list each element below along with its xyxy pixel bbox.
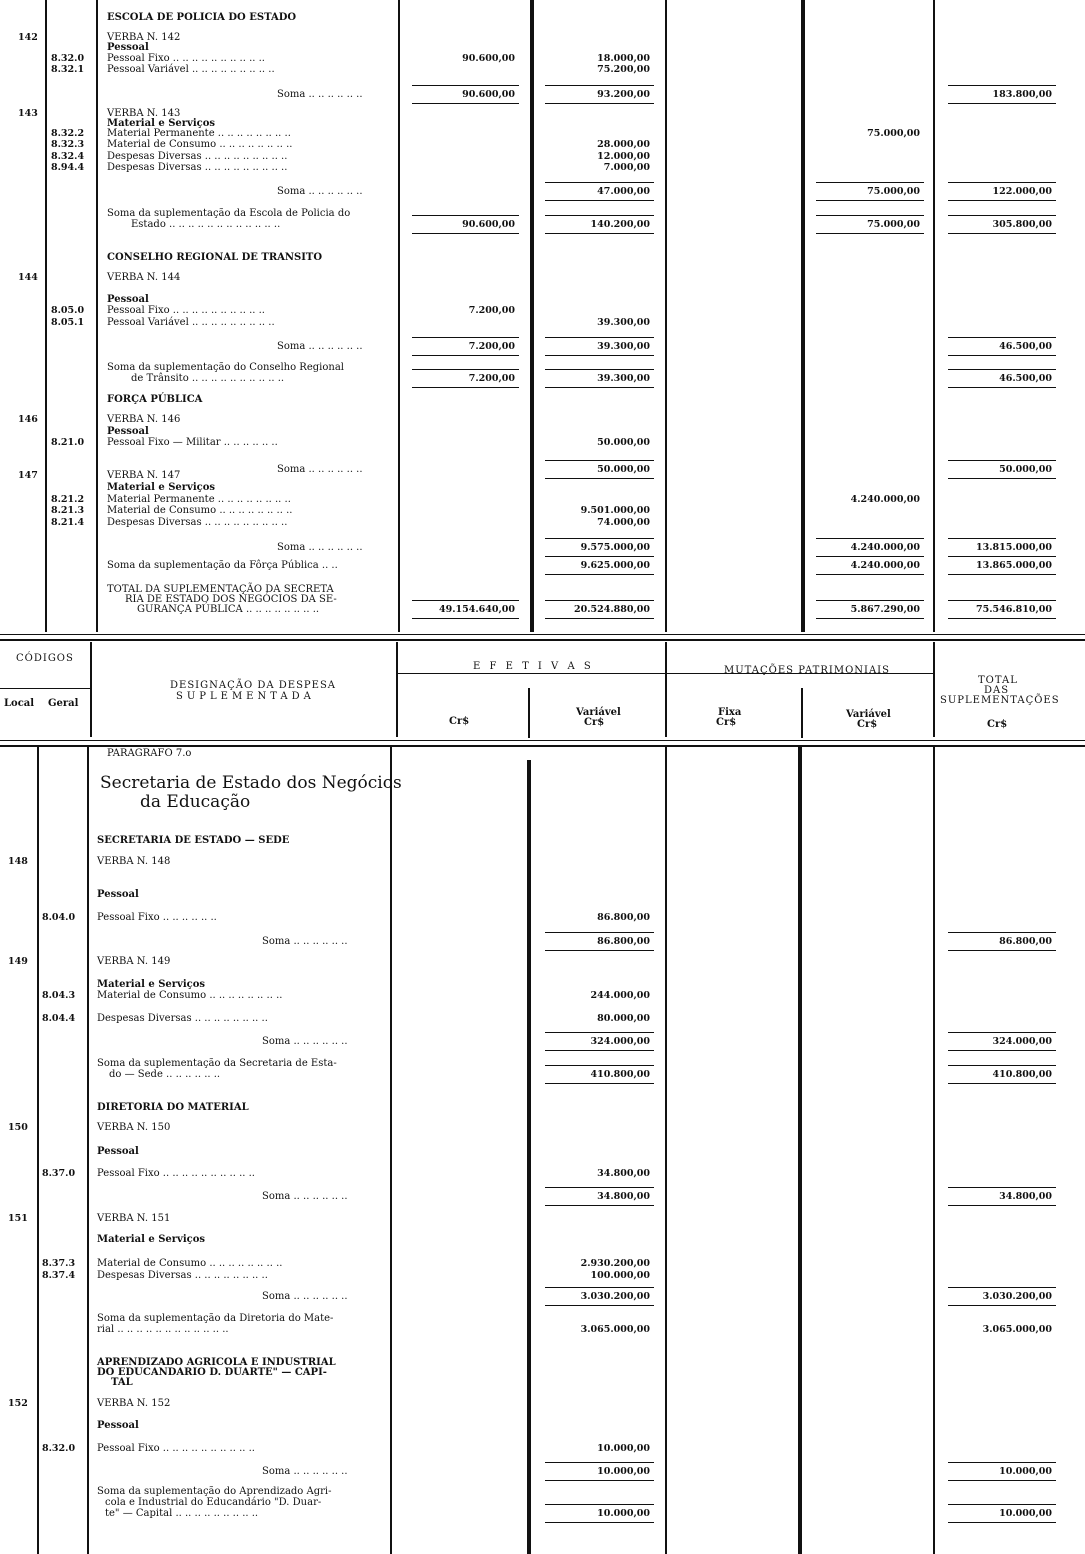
geral-code: 8.05.1 <box>51 317 85 328</box>
sum-rule <box>948 950 1056 951</box>
header-total-currency: Cr$ <box>987 719 1008 730</box>
sum-rule <box>816 200 924 201</box>
value-ev: 100.000,00 <box>590 1270 650 1281</box>
row-description: Soma .. .. .. .. .. .. <box>262 936 348 947</box>
row-description: Material e Serviços <box>107 118 216 129</box>
column-rule <box>87 745 89 1554</box>
sum-rule <box>412 387 519 388</box>
value-mv: 75.000,00 <box>867 128 920 139</box>
value-ev: 20.524.880,00 <box>573 604 650 615</box>
header-total-3: SUPLEMENTAÇÕES <box>940 695 1060 706</box>
sum-rule <box>948 460 1056 461</box>
value-total: 3.030.200,00 <box>982 1291 1052 1302</box>
sum-rule <box>948 85 1056 86</box>
value-ef: 90.600,00 <box>462 219 515 230</box>
sum-rule <box>948 1480 1056 1481</box>
sum-rule <box>545 574 654 575</box>
value-total: 50.000,00 <box>999 464 1052 475</box>
value-mv: 75.000,00 <box>867 186 920 197</box>
row-description: TAL <box>111 1377 133 1388</box>
sum-rule <box>816 556 924 557</box>
row-description: Soma da suplementação da Secretaria de Esta- <box>97 1058 337 1069</box>
row-description: Despesas Diversas .. .. .. .. .. .. .. .. <box>97 1013 268 1024</box>
geral-code: 8.21.3 <box>51 505 85 516</box>
row-description: Soma da suplementação da Escola de Policia do <box>107 208 351 219</box>
value-ev: 9.575.000,00 <box>580 542 650 553</box>
value-ev: 10.000,00 <box>597 1443 650 1454</box>
row-description: cola e Industrial do Educandário "D. Duar- <box>105 1497 322 1508</box>
sum-rule <box>948 233 1056 234</box>
header-bottom-rule <box>0 740 1085 747</box>
row-description: Pessoal Fixo — Militar .. .. .. .. .. .. <box>107 437 278 448</box>
value-total: 46.500,00 <box>999 373 1052 384</box>
sum-rule <box>948 215 1056 216</box>
geral-code: 8.04.0 <box>42 912 76 923</box>
column-rule <box>527 760 531 1554</box>
column-rule <box>37 745 39 1554</box>
row-description: Pessoal <box>97 1146 139 1157</box>
sum-rule <box>545 200 654 201</box>
value-ev: 9.625.000,00 <box>580 560 650 571</box>
row-description: FORÇA PÚBLICA <box>107 394 203 405</box>
value-ev: 39.300,00 <box>597 341 650 352</box>
value-total: 46.500,00 <box>999 341 1052 352</box>
geral-code: 8.04.4 <box>42 1013 76 1024</box>
column-rule <box>396 642 398 737</box>
sum-rule <box>545 233 654 234</box>
sum-rule <box>948 618 1056 619</box>
sum-rule <box>948 355 1056 356</box>
sum-rule <box>948 1187 1056 1188</box>
geral-code: 8.04.3 <box>42 990 76 1001</box>
row-description: Pessoal <box>97 1420 139 1431</box>
row-description: SECRETARIA DE ESTADO — SEDE <box>97 835 290 846</box>
row-description: DO EDUCANDARIO D. DUARTE" — CAPI- <box>97 1367 327 1378</box>
row-description: CONSELHO REGIONAL DE TRANSITO <box>107 252 323 263</box>
row-description: Despesas Diversas .. .. .. .. .. .. .. .. <box>97 1270 268 1281</box>
row-description: Pessoal <box>107 294 149 305</box>
value-ev: 12.000,00 <box>597 151 650 162</box>
geral-code: 8.37.0 <box>42 1168 76 1179</box>
sum-rule <box>948 387 1056 388</box>
row-description: te" — Capital .. .. .. .. .. .. .. .. .. <box>105 1508 259 1519</box>
sum-rule <box>412 355 519 356</box>
sum-rule <box>948 1065 1056 1066</box>
value-total: 10.000,00 <box>999 1508 1052 1519</box>
row-description: Despesas Diversas .. .. .. .. .. .. .. .. .. <box>107 151 288 162</box>
value-ev: 86.800,00 <box>597 912 650 923</box>
sum-rule <box>545 1480 654 1481</box>
row-description: VERBA N. 150 <box>97 1122 171 1133</box>
value-total: 122.000,00 <box>992 186 1052 197</box>
sum-rule <box>545 950 654 951</box>
geral-code: 8.37.3 <box>42 1258 76 1269</box>
sum-rule <box>545 1205 654 1206</box>
geral-code: 8.21.2 <box>51 494 85 505</box>
row-description: Material de Consumo .. .. .. .. .. .. .. .. <box>97 990 283 1001</box>
row-description: Pessoal Fixo .. .. .. .. .. .. .. .. .. .. <box>97 1168 255 1179</box>
local-code: 142 <box>18 32 38 43</box>
row-description: Pessoal <box>97 889 139 900</box>
value-ev: 10.000,00 <box>597 1508 650 1519</box>
sum-rule <box>412 618 519 619</box>
row-description: PARAGRAFO 7.o <box>107 748 192 759</box>
sum-rule <box>545 1504 654 1505</box>
geral-code: 8.32.4 <box>51 151 85 162</box>
sum-rule <box>948 1462 1056 1463</box>
row-description: rial .. .. .. .. .. .. .. .. .. .. .. .. <box>97 1324 229 1335</box>
header-total-1: TOTAL <box>978 675 1018 686</box>
value-ef: 7.200,00 <box>468 373 515 384</box>
sum-rule <box>816 538 924 539</box>
header-mut-variavel-currency: Cr$ <box>857 719 878 730</box>
value-ev: 50.000,00 <box>597 437 650 448</box>
local-code: 143 <box>18 108 38 119</box>
row-description: VERBA N. 143 <box>107 108 181 119</box>
sum-rule <box>412 337 519 338</box>
row-description: VERBA N. 149 <box>97 956 171 967</box>
sum-rule <box>545 1050 654 1051</box>
value-ev: 3.065.000,00 <box>580 1324 650 1335</box>
row-description: Soma .. .. .. .. .. .. <box>262 1036 348 1047</box>
row-description: do — Sede .. .. .. .. .. .. <box>109 1069 221 1080</box>
sum-rule <box>412 600 519 601</box>
header-designacao-1: DESIGNAÇÃO DA DESPESA <box>170 680 337 691</box>
value-total: 86.800,00 <box>999 936 1052 947</box>
sum-rule <box>948 369 1056 370</box>
value-ev: 410.800,00 <box>590 1069 650 1080</box>
value-ev: 39.300,00 <box>597 373 650 384</box>
geral-code: 8.05.0 <box>51 305 85 316</box>
row-description: Soma da suplementação do Aprendizado Agri- <box>97 1486 332 1497</box>
sum-rule <box>545 460 654 461</box>
row-description: Pessoal Fixo .. .. .. .. .. .. .. .. .. .. <box>97 1443 255 1454</box>
geral-code: 8.94.4 <box>51 162 85 173</box>
row-description: Soma .. .. .. .. .. .. <box>277 186 363 197</box>
value-ev: 75.200,00 <box>597 64 650 75</box>
row-description: VERBA N. 144 <box>107 272 181 283</box>
header-efetivas: E F E T I V A S <box>473 661 594 672</box>
sum-rule <box>545 556 654 557</box>
value-ev: 10.000,00 <box>597 1466 650 1477</box>
row-description: Soma .. .. .. .. .. .. <box>277 542 363 553</box>
value-ev: 86.800,00 <box>597 936 650 947</box>
geral-code: 8.32.0 <box>51 53 85 64</box>
value-ev: 50.000,00 <box>597 464 650 475</box>
value-total: 3.065.000,00 <box>982 1324 1052 1335</box>
sum-rule <box>545 538 654 539</box>
header-mut-fixa-currency: Cr$ <box>716 717 737 728</box>
header-mut-fixa: Fixa <box>718 707 742 718</box>
value-ev: 39.300,00 <box>597 317 650 328</box>
value-mv: 75.000,00 <box>867 219 920 230</box>
column-rule <box>45 0 47 632</box>
sum-rule <box>545 337 654 338</box>
sum-rule <box>545 932 654 933</box>
value-ev: 7.000,00 <box>603 162 650 173</box>
value-ev: 18.000,00 <box>597 53 650 64</box>
local-code: 150 <box>8 1122 28 1133</box>
value-ev: 47.000,00 <box>597 186 650 197</box>
header-fixa-currency: Cr$ <box>449 716 470 727</box>
geral-code: 8.37.4 <box>42 1270 76 1281</box>
value-total: 10.000,00 <box>999 1466 1052 1477</box>
sum-rule <box>412 103 519 104</box>
row-description: RIA DE ESTADO DOS NEGÓCIOS DA SE- <box>125 594 337 605</box>
sum-rule <box>948 538 1056 539</box>
sum-rule <box>816 618 924 619</box>
sum-rule <box>412 215 519 216</box>
sum-rule <box>948 932 1056 933</box>
value-ef: 90.600,00 <box>462 89 515 100</box>
sum-rule <box>948 1083 1056 1084</box>
value-ef: 7.200,00 <box>468 305 515 316</box>
sum-rule <box>948 337 1056 338</box>
geral-code: 8.21.0 <box>51 437 85 448</box>
row-description: DIRETORIA DO MATERIAL <box>97 1102 249 1113</box>
sum-rule <box>545 1065 654 1066</box>
value-ev: 74.000,00 <box>597 517 650 528</box>
header-top-rule <box>0 634 1085 641</box>
sum-rule <box>545 369 654 370</box>
header-geral: Geral <box>48 698 79 709</box>
column-rule <box>665 0 667 632</box>
value-mv: 4.240.000,00 <box>850 560 920 571</box>
row-description: VERBA N. 151 <box>97 1213 171 1224</box>
sum-rule <box>948 574 1056 575</box>
sum-rule <box>948 556 1056 557</box>
column-rule <box>798 745 802 1554</box>
sum-rule <box>412 233 519 234</box>
local-code: 147 <box>18 470 38 481</box>
local-code: 149 <box>8 956 28 967</box>
column-rule <box>801 688 803 738</box>
row-description: Estado .. .. .. .. .. .. .. .. .. .. .. .. <box>131 219 281 230</box>
sum-rule <box>948 1287 1056 1288</box>
row-description: Material Permanente .. .. .. .. .. .. .. .. <box>107 494 291 505</box>
value-ev: 9.501.000,00 <box>580 505 650 516</box>
sum-rule <box>816 600 924 601</box>
row-description: APRENDIZADO AGRICOLA E INDUSTRIAL <box>97 1357 336 1368</box>
column-rule <box>90 642 92 737</box>
header-codigos: CÓDIGOS <box>16 653 74 664</box>
row-description: Despesas Diversas .. .. .. .. .. .. .. .. .. <box>107 162 288 173</box>
sum-rule <box>816 215 924 216</box>
sum-rule <box>948 182 1056 183</box>
local-code: 152 <box>8 1398 28 1409</box>
section-title-line1: Secretaria de Estado dos Negócios <box>100 773 402 793</box>
header-mutacoes: MUTAÇÕES PATRIMONIAIS <box>724 665 890 676</box>
sum-rule <box>545 1032 654 1033</box>
local-code: 144 <box>18 272 38 283</box>
column-rule <box>390 745 392 1554</box>
row-description: VERBA N. 142 <box>107 32 181 43</box>
value-total: 34.800,00 <box>999 1191 1052 1202</box>
sum-rule <box>412 85 519 86</box>
sum-rule <box>816 182 924 183</box>
row-description: Pessoal Variável .. .. .. .. .. .. .. .. .. <box>107 317 275 328</box>
local-code: 146 <box>18 414 38 425</box>
sum-rule <box>948 1522 1056 1523</box>
value-mv: 4.240.000,00 <box>850 494 920 505</box>
value-ev: 34.800,00 <box>597 1191 650 1202</box>
row-description: Material e Serviços <box>107 482 216 493</box>
header-variavel-currency: Cr$ <box>584 717 605 728</box>
column-rule <box>933 745 935 1554</box>
column-rule <box>528 688 530 738</box>
value-total: 75.546.810,00 <box>975 604 1052 615</box>
value-mv: 5.867.290,00 <box>850 604 920 615</box>
column-rule <box>933 642 935 737</box>
header-total-2: DAS <box>984 685 1010 696</box>
row-description: VERBA N. 148 <box>97 856 171 867</box>
sum-rule <box>948 200 1056 201</box>
row-description: Pessoal Variável .. .. .. .. .. .. .. .. .. <box>107 64 275 75</box>
sum-rule <box>545 1522 654 1523</box>
header-mut-variavel: Variável <box>846 709 891 720</box>
value-ev: 324.000,00 <box>590 1036 650 1047</box>
row-description: Pessoal Fixo .. .. .. .. .. .. .. .. .. .. <box>107 53 265 64</box>
sum-rule <box>948 1504 1056 1505</box>
row-description: Material e Serviços <box>97 979 206 990</box>
geral-code: 8.32.0 <box>42 1443 76 1454</box>
row-description: VERBA N. 146 <box>107 414 181 425</box>
geral-code: 8.32.1 <box>51 64 85 75</box>
sum-rule <box>545 618 654 619</box>
value-ev: 140.200,00 <box>590 219 650 230</box>
sum-rule <box>545 1305 654 1306</box>
row-description: Material de Consumo .. .. .. .. .. .. .. .. <box>97 1258 283 1269</box>
sum-rule <box>948 478 1056 479</box>
section-title-line2: da Educação <box>140 792 251 812</box>
header-designacao-2: SUPLEMENTADA <box>176 691 315 702</box>
value-ev: 2.930.200,00 <box>580 1258 650 1269</box>
geral-code: 8.32.2 <box>51 128 85 139</box>
sum-rule <box>948 1205 1056 1206</box>
value-ef: 7.200,00 <box>468 341 515 352</box>
value-ev: 28.000,00 <box>597 139 650 150</box>
row-description: Material Permanente .. .. .. .. .. .. .. .. <box>107 128 291 139</box>
column-rule <box>96 0 98 632</box>
local-code: 148 <box>8 856 28 867</box>
sum-rule <box>545 387 654 388</box>
row-description: Soma .. .. .. .. .. .. <box>262 1466 348 1477</box>
row-description: Soma .. .. .. .. .. .. <box>262 1191 348 1202</box>
row-description: Despesas Diversas .. .. .. .. .. .. .. .. .. <box>107 517 288 528</box>
sum-rule <box>545 478 654 479</box>
value-total: 13.865.000,00 <box>975 560 1052 571</box>
row-description: Soma da suplementação da Diretoria do Mate- <box>97 1313 334 1324</box>
geral-code: 8.32.3 <box>51 139 85 150</box>
sum-rule <box>545 215 654 216</box>
sum-rule <box>545 1083 654 1084</box>
column-rule <box>801 0 805 632</box>
sum-rule <box>948 1050 1056 1051</box>
value-total: 410.800,00 <box>992 1069 1052 1080</box>
row-description: Pessoal Fixo .. .. .. .. .. .. <box>97 912 217 923</box>
row-description: TOTAL DA SUPLEMENTAÇÃO DA SECRETA <box>107 584 334 595</box>
sum-rule <box>948 103 1056 104</box>
header-variavel: Variável <box>576 707 621 718</box>
sum-rule <box>948 1032 1056 1033</box>
row-description: Material de Consumo .. .. .. .. .. .. .. .. <box>107 505 293 516</box>
row-description: Soma .. .. .. .. .. .. <box>277 464 363 475</box>
sum-rule <box>948 1305 1056 1306</box>
value-ev: 34.800,00 <box>597 1168 650 1179</box>
sum-rule <box>948 600 1056 601</box>
row-description: Soma da suplementação do Conselho Regional <box>107 362 344 373</box>
sum-rule <box>816 233 924 234</box>
sum-rule <box>545 1287 654 1288</box>
sum-rule <box>545 1462 654 1463</box>
sum-rule <box>816 574 924 575</box>
row-description: de Trânsito .. .. .. .. .. .. .. .. .. .. <box>131 373 285 384</box>
value-total: 305.800,00 <box>992 219 1052 230</box>
value-ev: 80.000,00 <box>597 1013 650 1024</box>
column-rule <box>665 745 667 1554</box>
sum-rule <box>545 85 654 86</box>
row-description: VERBA N. 152 <box>97 1398 171 1409</box>
row-description: Material de Consumo .. .. .. .. .. .. .. .. <box>107 139 293 150</box>
sum-rule <box>545 1187 654 1188</box>
value-total: 183.800,00 <box>992 89 1052 100</box>
row-description: Soma .. .. .. .. .. .. <box>262 1291 348 1302</box>
sum-rule <box>545 355 654 356</box>
sum-rule <box>545 182 654 183</box>
row-description: GURANÇA PÚBLICA .. .. .. .. .. .. .. .. <box>137 604 320 615</box>
row-description: Soma da suplementação da Fôrça Pública .. .. <box>107 560 338 571</box>
column-rule <box>933 0 935 632</box>
sum-rule <box>412 369 519 370</box>
row-description: Soma .. .. .. .. .. .. <box>277 89 363 100</box>
geral-code: 8.21.4 <box>51 517 85 528</box>
value-ev: 93.200,00 <box>597 89 650 100</box>
row-description: Pessoal <box>107 426 149 437</box>
value-ef: 90.600,00 <box>462 53 515 64</box>
value-ev: 3.030.200,00 <box>580 1291 650 1302</box>
value-total: 324.000,00 <box>992 1036 1052 1047</box>
value-mv: 4.240.000,00 <box>850 542 920 553</box>
value-ev: 244.000,00 <box>590 990 650 1001</box>
local-code: 151 <box>8 1213 28 1224</box>
row-description: Material e Serviços <box>97 1234 206 1245</box>
header-local: Local <box>4 698 35 709</box>
row-description: Pessoal <box>107 42 149 53</box>
row-description: ESCOLA DE POLICIA DO ESTADO <box>107 12 297 23</box>
column-rule <box>665 642 667 737</box>
sum-rule <box>545 103 654 104</box>
row-description: Soma .. .. .. .. .. .. <box>277 341 363 352</box>
row-description: Pessoal Fixo .. .. .. .. .. .. .. .. .. .. <box>107 305 265 316</box>
sum-rule <box>545 600 654 601</box>
row-description: VERBA N. 147 <box>107 470 181 481</box>
value-ef: 49.154.640,00 <box>438 604 515 615</box>
header-rule <box>0 688 90 689</box>
value-total: 13.815.000,00 <box>975 542 1052 553</box>
